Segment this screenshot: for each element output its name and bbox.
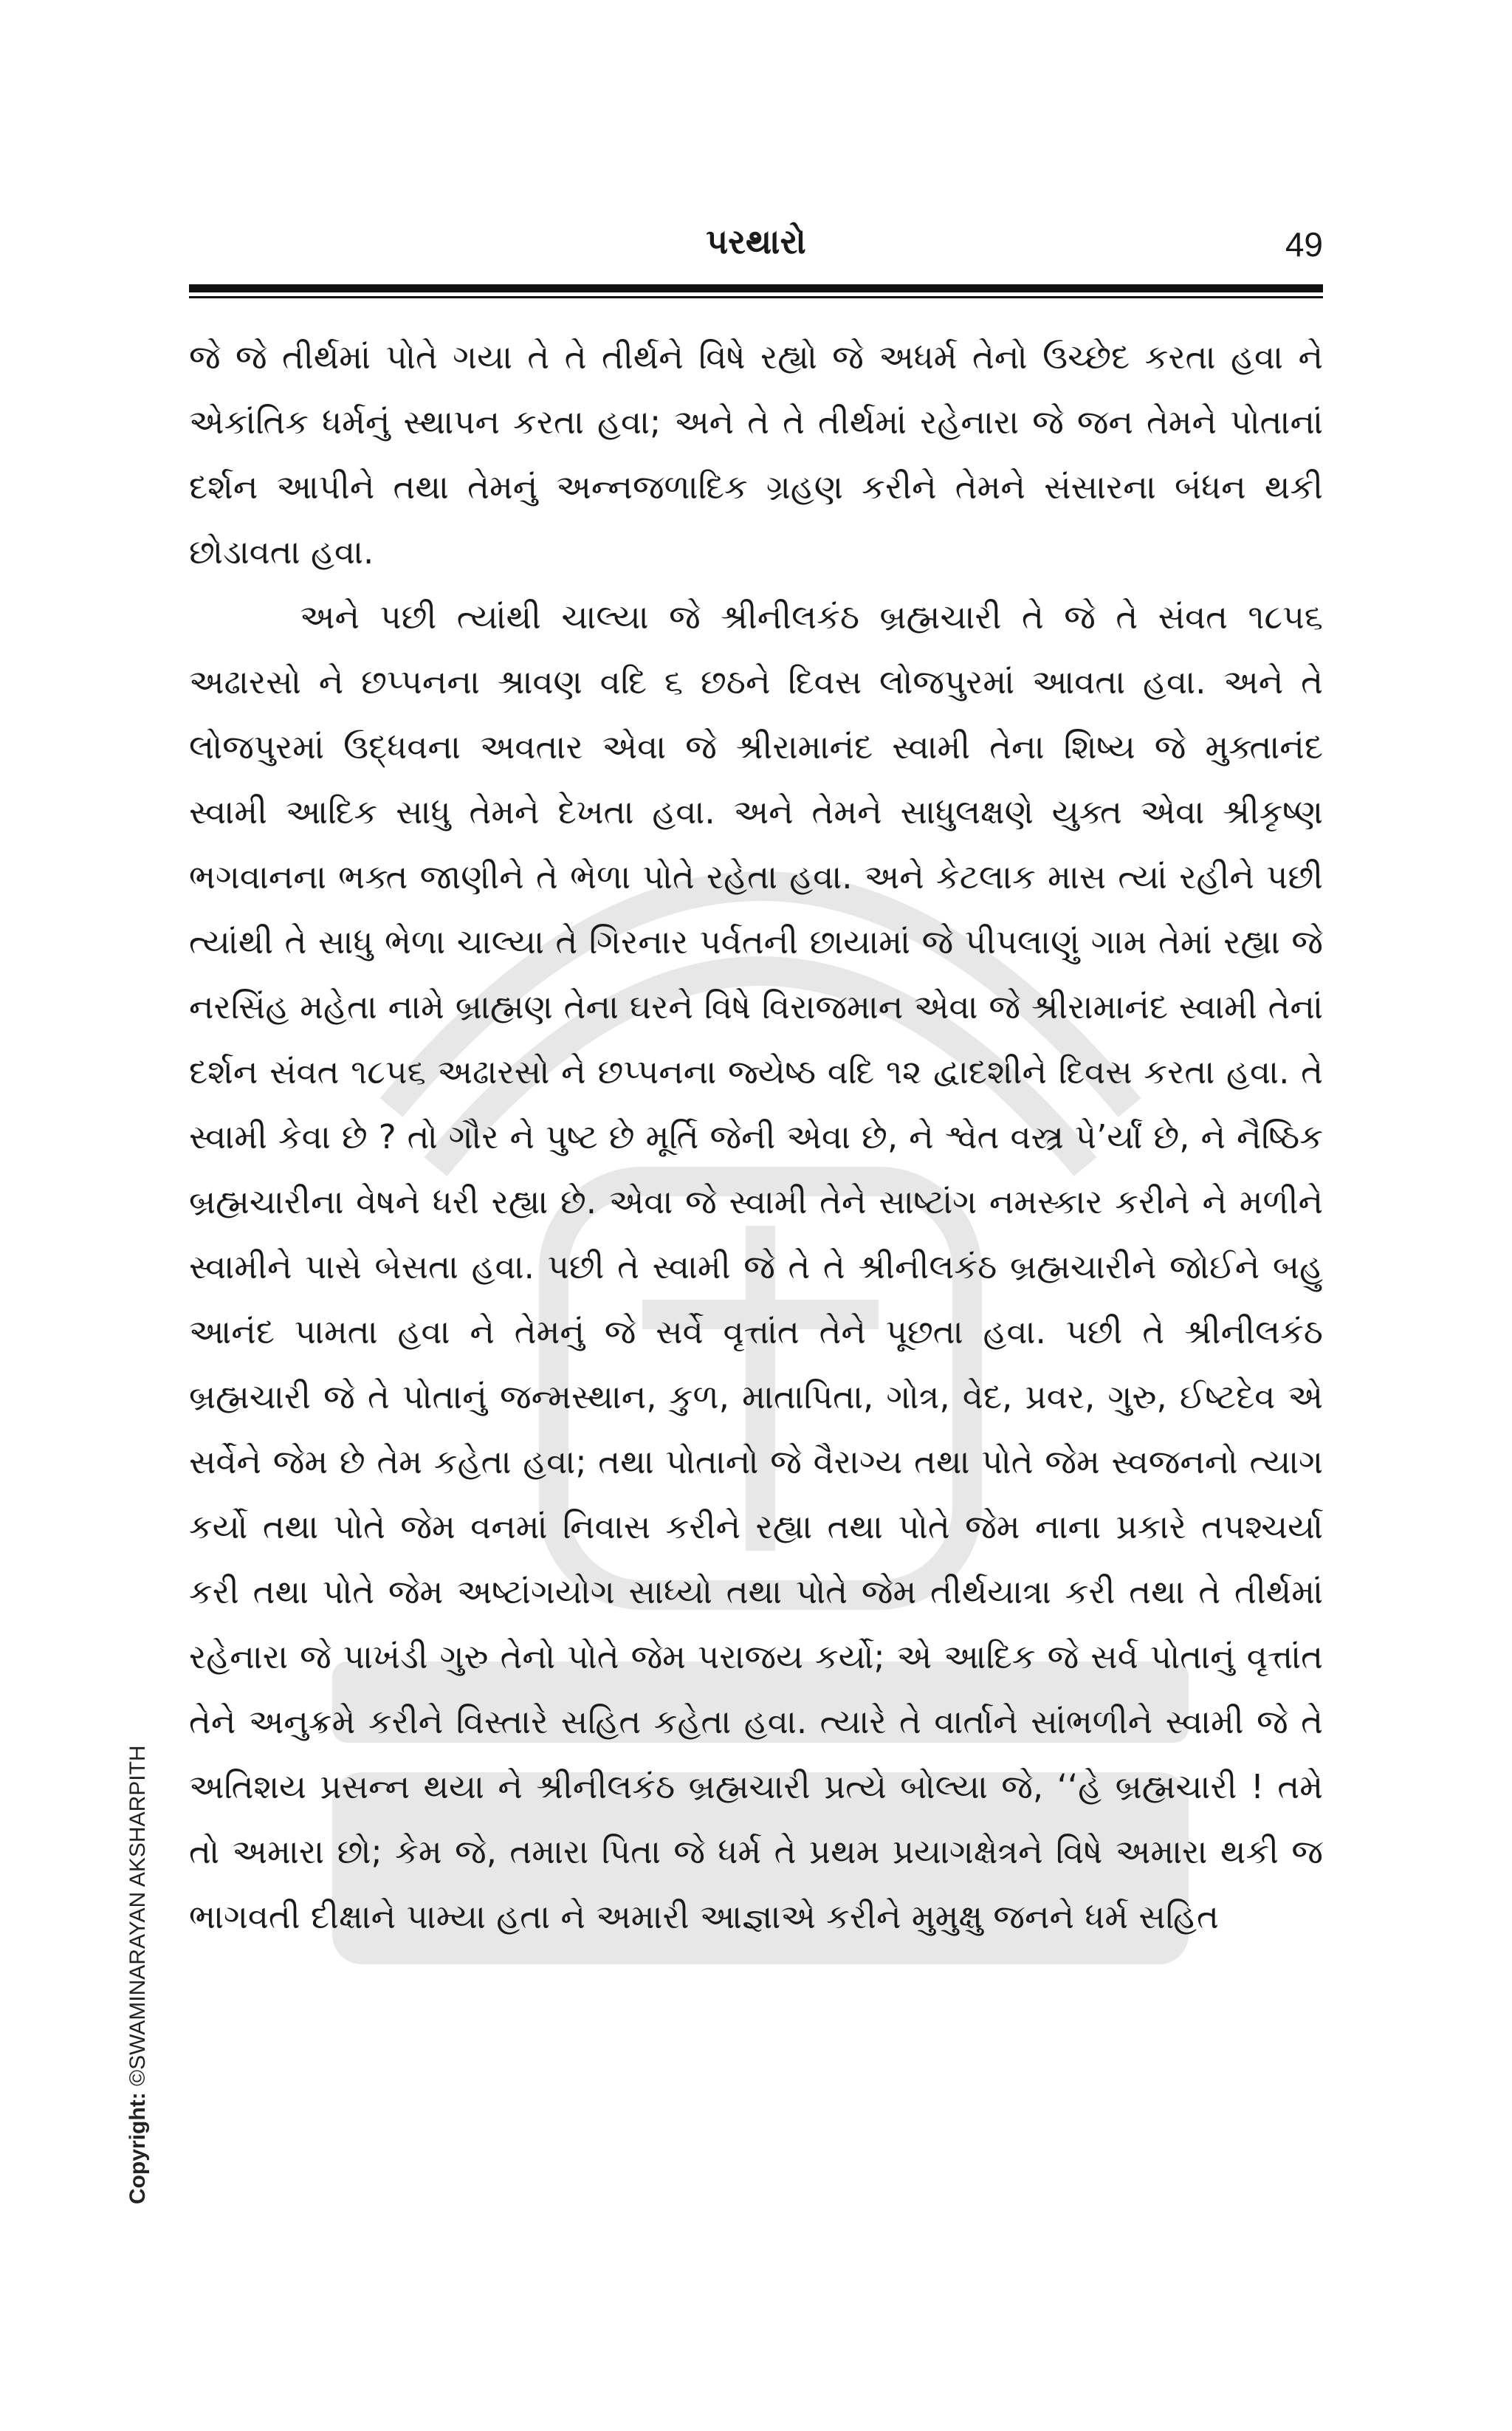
header-rule-thick [189,284,1323,292]
chapter-title: પરથારો [706,222,806,261]
paragraph-1: જે જે તીર્થમાં પોતે ગયા તે તે તીર્થને વિષે રહ્યો જે અધર્મ તેનો ઉચ્છેદ કરતા હવા ને એકાંતિક ધર્મનું સ્થાપન કરતા હવા; અને તે તે તીર્થમાં રહેનારા જે જન તેમને પોતાનાં દર્શન આપીને તથા તેમનું અન્નજળાદિક ગ્રહણ કરીને તેમને સંસારના બંધન થકી છોડાવતા હવા. [189,337,1323,572]
copyright-text: ©SWAMINARAYAN AKSHARPITH [126,1745,150,2087]
copyright-notice [126,1745,151,2204]
body-text [189,325,1323,1950]
paragraph-2: અને પછી ત્યાંથી ચાલ્યા જે શ્રીનીલકંઠ બ્રહ્મચારી તે જે તે સંવત ૧૮૫૬ અઢારસો ને છપ્પનના શ્રાવણ વદિ ૬ છઠને દિવસ લોજપુરમાં આવતા હવા. અને તે લોજપુરમાં ઉદ્ધવના અવતાર એવા જે શ્રીરામાનંદ સ્વામી તેના શિષ્ય જે મુક્તાનંદ સ્વામી આદિક સાધુ તેમને દેખતા હવા. અને તેમને સાધુલક્ષણે યુક્ત એવા શ્રીકૃષ્ણ ભગવાનના ભક્ત જાણીને તે ભેળા પોતે રહેતા હવા. અને કેટલાક માસ ત્યાં રહીને પછી ત્યાંથી તે સાધુ ભેળા ચાલ્યા તે ગિરનાર પર્વતની છાયામાં જે પીપલાણું ગામ તેમાં રહ્યા જે નરસિંહ મહેતા નામે બ્રાહ્મણ તેના ઘરને વિષે વિરાજમાન એવા જે શ્રીરામાનંદ સ્વામી તેનાં દર્શન સંવત ૧૮૫૬ અઢારસો ને છપ્પનના જ્યેષ્ઠ વદિ ૧૨ દ્વાદશીને દિવસ કરતા હવા. તે સ્વામી કેવા છે ? તો ગૌર ને પુષ્ટ છે મૂર્તિ જેની એવા છે, ને શ્વેત વસ્ત્ર પે’ર્યાં છે, ને નૈષ્ઠિક બ્રહ્મચારીના વેષને ધરી રહ્યા છે. એવા જે સ્વામી તેને સાષ્ટાંગ નમસ્કાર કરીને ને મળીને સ્વામીને પાસે બેસતા હવા. પછી તે સ્વામી જે તે તે શ્રીનીલકંઠ બ્રહ્મચારીને જોઈને બહુ આનંદ પામતા હવા ને તેમનું જે સર્વે વૃત્તાંત તેને પૂછતા હવા. પછી તે શ્રીનીલકંઠ બ્રહ્મચારી જે તે પોતાનું જન્મસ્થાન, કુળ, માતાપિતા, ગોત્ર, વેદ, પ્રવર, ગુરુ, ઈષ્ટદેવ એ સર્વેને જેમ છે તેમ કહેતા હવા; તથા પોતાનો જે વૈરાગ્ય તથા પોતે જેમ સ્વજનનો ત્યાગ કર્યો તથા પોતે જેમ વનમાં નિવાસ કરીને રહ્યા તથા પોતે જેમ નાના પ્રકારે તપશ્ચર્યા કરી તથા પોતે જેમ અષ્ટાંગયોગ સાધ્યો તથા પોતે જેમ તીર્થયાત્રા કરી તથા તે તીર્થમાં રહેનારા જે પાખંડી ગુરુ તેનો પોતે જેમ પરાજય કર્યો; એ આદિક જે સર્વ પોતાનું વૃત્તાંત તેને અનુક્રમે કરીને વિસ્તારે સહિત કહેતા હવા. ત્યારે તે વાર્તાને સાંભળીને સ્વામી જે તે અતિશય પ્રસન્ન થયા ને શ્રીનીલકંઠ બ્રહ્મચારી પ્રત્યે બોલ્યા જે, ‘‘હે બ્રહ્મચારી ! તમે તો અમારા છો; કેમ જે, તમારા પિતા જે ધર્મ તે પ્રથમ પ્રયાગક્ષેત્રને વિષે અમારા થકી જ ભાગવતી દીક્ષાને પામ્યા હતા ને અમારી આજ્ઞાએ કરીને મુમુક્ષુ જનને ધર્મ સહિત [189,597,1323,1936]
header-rule-thin [189,296,1323,298]
page-number: 49 [1285,225,1323,264]
page-header [189,222,1323,281]
copyright-label: Copyright: [126,2092,150,2204]
